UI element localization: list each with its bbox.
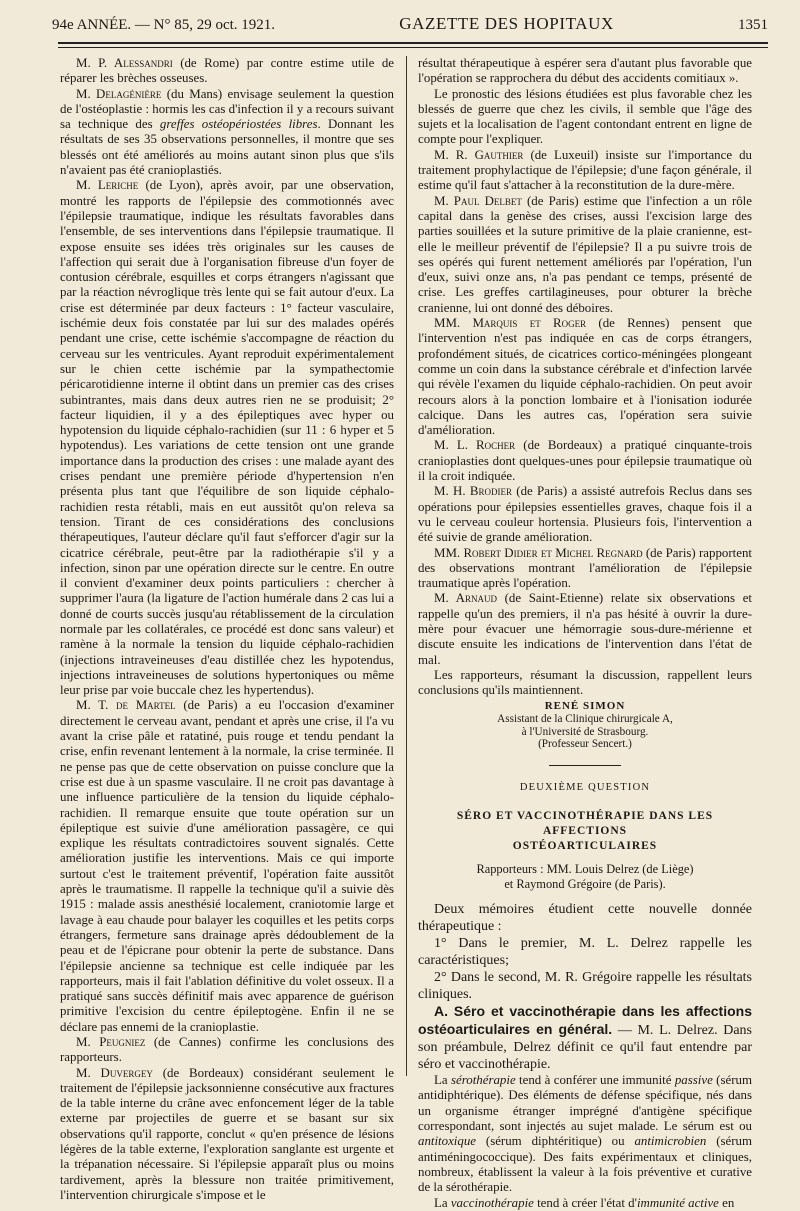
paragraph: Le pronostic des lésions étudiées est plus favorable chez les blessés de guerre que chez les civils, il semble que l'âge des sujets et la localisation de l'agent contondant entrent en ligne de compte pour l'expliquer.: [418, 86, 752, 147]
paragraph: M. Delagénière (du Mans) envisage seulement la question de l'ostéoplastie : hormis les cas d'infection il y a recours suivant sa technique des greffes ostéopériostées libres. Donnant les résultats de ses 35 observations personnelles, il montre que ses blessés ont été améliorés au moins autant sinon plus que s'ils n'avaient pas été cranioplastiés.: [60, 86, 394, 178]
paragraph: La sérothérapie tend à conférer une immunité passive (sérum antidiphtérique). Des éléments de défense spécifique, nés dans un organisme étranger imprégné d'antigène spécifique correspondant, sont injectés au sujet malade. Le sérum est ou antitoxique (sérum diphtéritique) ou antimicrobien (sérum antiméningococcique). Des faits expérimentaux et cliniques, nombreux, établissent la valeur à la fois préventive et curative de la sérothérapie.: [418, 1073, 752, 1195]
paragraph: M. Duvergey (de Bordeaux) considérant seulement le traitement de l'épilepsie jacksonnienne consécutive aux fractures de la table interne du crâne avec enfoncement léger de la table externe par projectiles de guerre et se basant sur six observations qu'il rapporte, conclut « qu'en présence de lésions légères de la table externe, l'exploration sanglante est urgente et la trépanation nécessaire. Si l'épilepsie apparaît plus ou moins tardivement, après la blessure non traitée primitivement, l'intervention chirurgicale s'impose et le: [60, 1065, 394, 1202]
header-rule-thick: [58, 42, 768, 44]
paragraph: M. P. Alessandri (de Rome) par contre estime utile de réparer les brèches osseuses.: [60, 56, 395, 86]
left-column: [60, 56, 394, 1203]
paragraph: M. T. de Martel (de Paris) a eu l'occasion d'examiner directement le cerveau avant, pendant et après une crise, il l'a vu avant la crise pâle et ratatiné, puis rouge et tendu pendant la crise, enfin revenant lentement à la normale, la crise terminée. Il ne pense pas que de cette observation on puisse conclure que la crise est due à un spasme vasculaire. Il ne croit pas davantage à une influence particulière de la tension du liquide céphalo-rachidien. Il remarque ensuite que toute opération sur un épileptique est suivie d'une amélioration passagère, ce qui explique les résultats contradictoires souvent signalés. Cette amélioration justifie les interventions. Mais ce qui importe surtout c'est le traitement préventif, l'opération faite aussitôt après le traumatisme. Il rappelle la technique qu'il a suivie dès 1915 : malade assis anesthésié localement, craniotomie large et lavage à eau chaude pour balayer les coquilles et les petits corps étrangers, fermeture sans drainage après dédoublement de la peau et de l'épicrane pour obtenir la perte de substance. Dans l'épilepsie ancienne sa technique est celle indiquée par les rapporteurs, mais il fait l'ablation définitive du volet osseux. Il a pratiqué sans succès définitif mais avec apparence de guérison primitive l'excision du centre épileptogène. Enfin il ne se déclare pas ennemi de la cranioplastie.: [60, 698, 394, 1034]
paragraph: M. Arnaud (de Saint-Etienne) relate six observations et rappelle qu'un des premiers, il n'a pas hésité à ouvrir la dure-mère pour évacuer une hémorragie sous-dure-mérienne et discute ensuite les indications de l'intervention dans l'état de mal.: [418, 591, 752, 667]
subsection-heading: A. Séro et vaccinothérapie dans les affections ostéoarticulaires en général.: [418, 1003, 752, 1038]
page-header: [52, 14, 768, 36]
signature-name: RENÉ SIMON: [544, 700, 626, 713]
paragraph: M. Leriche (de Lyon), après avoir, par une observation, montré les rapports de l'épilepsie des commotionnés avec l'épilepsie traumatique, indique les résultats favorables dans l'ensemble, de ses interventions dans l'épilepsie traumatique. Il expose ensuite ses idées très originales sur les causes de l'affection qui serait due à l'organisation fibreuse d'un foyer de contusion cérébrale, esquilles et corps étrangers n'agissant que par la réaction névroglique très lente qui se fait autour d'eux. La crise est déterminée par deux facteurs : 1° facteur vasculaire, ischémie deux fois constatée par lui sur des malades opérés pendant une crise, cette ischémie s'accompagne de réaction du cerveau sur les ventricules. Ayant reproduit expérimentalement sur le chien cette ischémie par la sympathectomie péricarotidienne interne il obtint dans un premier cas des crises subintrantes, mais dans deux autres rien ne se produisit; 2° facteur liquidien, il y a des épileptiques avec hyper ou hypotension du liquide céphalo-rachidien (sur 11 : 6 hyper et 5 hypotendus). Les variations de cette tension ont une grande importance dans la production des crises : une malade ayant des crises pendant une première période d'hypertension n'en présenta plus tant que l'équilibre de son liquide céphalo-rachidien resta rétabli, mais en eut aussitôt qu'on releva sa tension. Tirant de ces considérations des conclusions thérapeutiques, l'auteur déclare qu'il faut s'efforcer d'agir sur la cicatrice cérébrale, peut-être par la radiothérapie s'il y a infection, sinon par une opération directe sur le centre. En outre il convient d'examiner deux points particuliers : chercher à supprimer l'aura (la ligature de l'action humérale dans 2 cas lui a donné de courts succès jusqu'au rétablissement de la circulation normale par les collatérales, ce procédé est donc sans valeur) et ramène à la normale la tension du liquide céphalo-rachidien (injections intraveineuses d'eau distillée chez les hypotendus, injections intraveineuses de solutions hypertoniques ou même leur prise par voie buccale chez les hypertendus).: [60, 178, 394, 698]
signature-line: (Professeur Sencert.): [538, 738, 632, 751]
section-rule: [549, 765, 621, 766]
page-number: 1351: [738, 17, 768, 33]
signature-line: à l'Université de Strasbourg.: [521, 725, 649, 738]
column-divider: [406, 56, 407, 1076]
paragraph: résultat thérapeutique à espérer sera d'autant plus favorable que l'opération se rapprochera du début des accidents comitiaux ».: [418, 56, 752, 86]
paragraph: MM. Robert Didier et Michel Regnard (de Paris) rapportent des observations montrant l'amélioration de l'épilepsie traumatique après l'opération.: [418, 545, 752, 591]
paragraph: 2° Dans le second, M. R. Grégoire rappelle les résultats cliniques.: [418, 970, 752, 1003]
paragraph: M. R. Gauthier (de Luxeuil) insiste sur l'importance du traitement prophylactique de l'épilepsie; d'une façon générale, il estime qu'il faut s'attacher à la reconstitution de la dure-mère.: [418, 147, 752, 193]
section-heading: DEUXIÈME QUESTION: [519, 781, 651, 793]
paragraph: M. Paul Delbet (de Paris) estime que l'infection a un rôle capital dans la genèse des crises, aussi l'excision large des parties souillées et la suture primitive de la plaie cranienne, est-elle le meilleur préventif de l'épilepsie? Il a pu suivre trois de ses opérés qui furent nettement améliorés par l'opération, l'un d'eux, suivi onze ans, n'a pas pendant ce temps, présenté de crise. Les greffes cartilagineuses, pour obturer la brèche cranienne, lui ont donné des déboires.: [418, 193, 752, 315]
journal-title: GAZETTE DES HOPITAUX: [399, 14, 614, 33]
signature: [418, 700, 752, 750]
paragraph: A. Séro et vaccinothérapie dans les affections ostéoarticulaires en général. — M. L. Delrez. Dans son préambule, Delrez définit ce qu'il faut entendre par séro et vaccinothérapie.: [418, 1003, 753, 1073]
paragraph: La vaccinothérapie tend à créer l'état d'immunité active en: [434, 1195, 735, 1210]
paragraph: Deux mémoires étudient cette nouvelle donnée thérapeutique :: [418, 902, 752, 935]
signature-line: Assistant de la Clinique chirurgicale A,: [497, 713, 673, 726]
section-title: SÉRO ET VACCINOTHÉRAPIE DANS LES AFFECTIONS OSTÉOARTICULAIRES: [456, 810, 714, 853]
header-rule-thin: [58, 47, 768, 48]
paragraph: M. Peugniez (de Cannes) confirme les conclusions des rapporteurs.: [60, 1035, 394, 1065]
right-column: [418, 56, 752, 1211]
paragraph: M. L. Rocher (de Bordeaux) a pratiqué cinquante-trois cranioplasties dont quelques-unes pour épilepsie traumatique où il la croit indiquée.: [418, 438, 753, 484]
paragraph: MM. Marquis et Roger (de Rennes) pensent que l'intervention n'est pas indiquée en cas de corps étrangers, profondément situés, de cicatrices cortico-méningées plongeant comme un coin dans la substance cérébrale et d'infection larvée qui révèle l'examen du liquide céphalo-rachidien. On peut avoir recours alors à la ponction lombaire et à l'ionisation iodurée calcique. Dans les autres cas, l'opération sera suivie d'amélioration.: [418, 316, 752, 438]
paragraph: M. H. Brodier (de Paris) a assisté autrefois Reclus dans ses opérations pour épilepsies essentielles graves, chaque fois il a vu le cerveau couleur hortensia. Plusieurs fois, l'intervention a été suivie de grande amélioration.: [418, 484, 752, 545]
paragraph: 1° Dans le premier, M. L. Delrez rappelle les caractéristiques;: [418, 936, 752, 969]
rapporteurs: Rapporteurs : MM. Louis Delrez (de Liège) et Raymond Grégoire (de Paris).: [476, 862, 694, 891]
issue-info: 94e ANNÉE. — N° 85, 29 oct. 1921.: [52, 17, 276, 33]
paragraph: Les rapporteurs, résumant la discussion, rappellent leurs conclusions qu'ils maintiennent.: [418, 667, 752, 698]
